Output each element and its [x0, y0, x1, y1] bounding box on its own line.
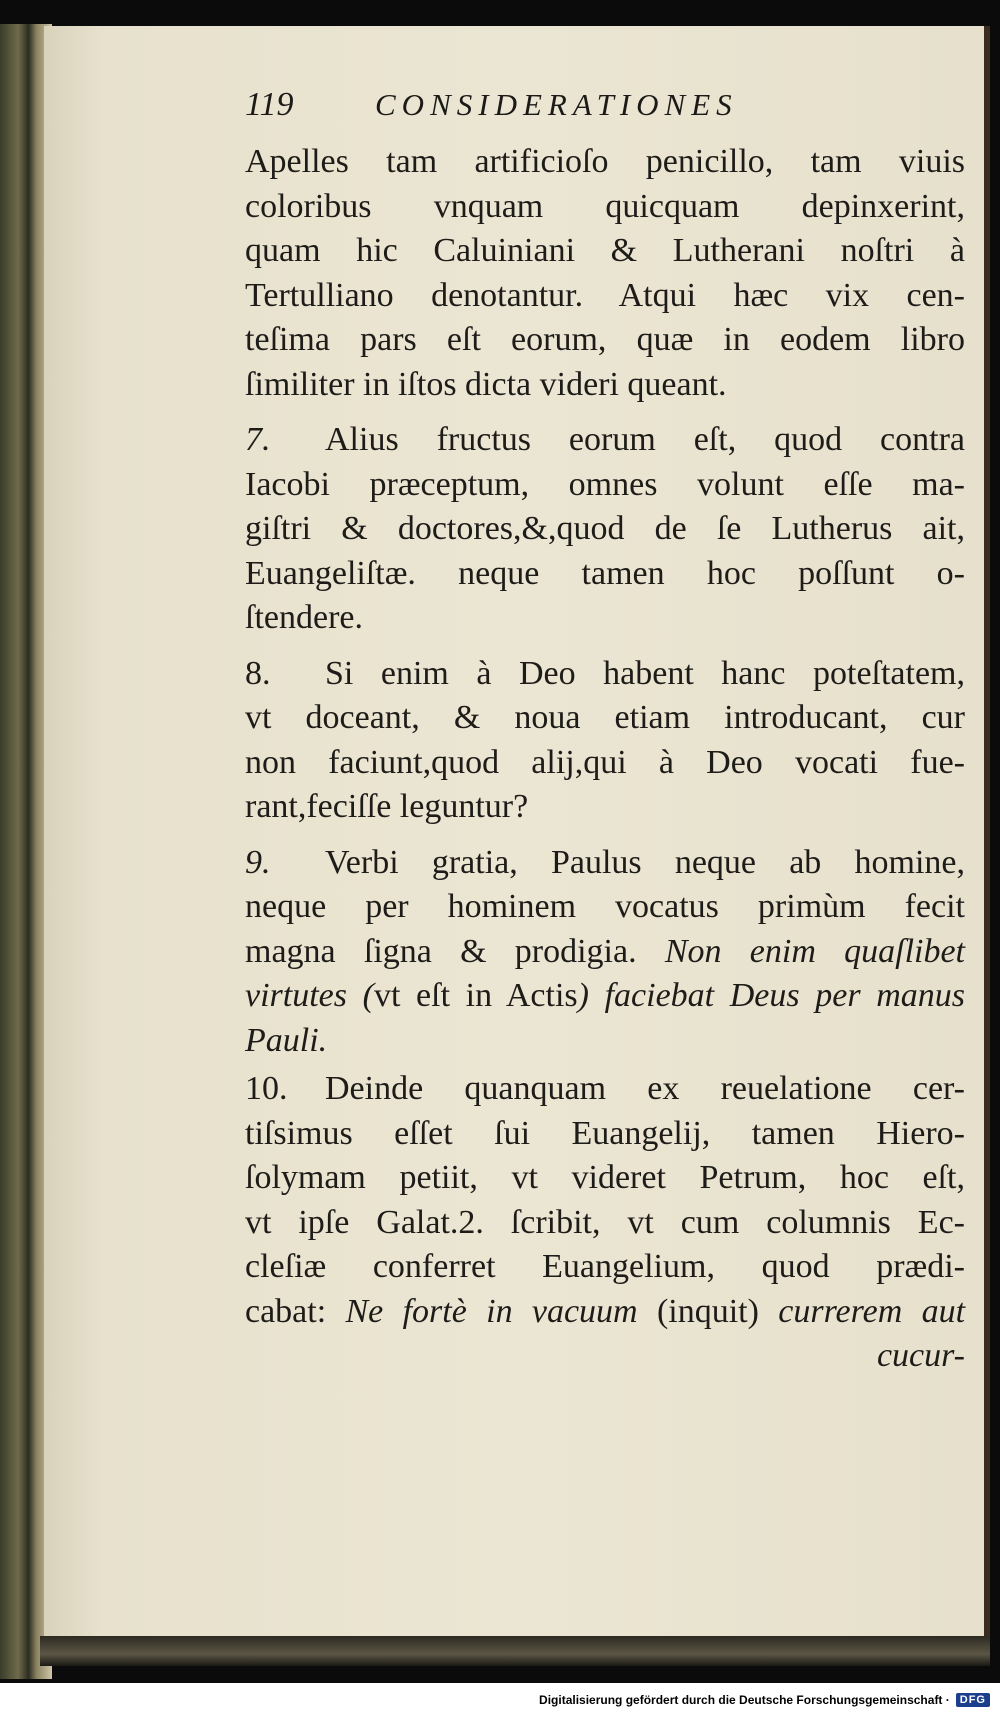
paragraph-number: 7.: [245, 421, 271, 458]
text-line: vt ipſe Galat.2. ſcribit, vt cum columnis Ec-: [245, 1203, 965, 1241]
dfg-logo-icon: DFG: [956, 1693, 990, 1707]
text-line: vt doceant, & noua etiam introducant, cur: [245, 699, 965, 736]
text-line: Pauli.: [245, 1021, 328, 1059]
digitization-credit: [0, 1685, 990, 1715]
text-line: 10. Deinde quanquam ex reuelatione cer-: [245, 1067, 965, 1112]
text-line: magna ſigna & prodigia. Non enim quaſlibet: [245, 932, 965, 970]
text-line: Euangeliſtæ. neque tamen hoc poſſunt o-: [245, 554, 965, 592]
paragraph-number: 9.: [245, 843, 271, 881]
text-line: 9. Verbi gratia, Paulus neque ab homine,: [245, 841, 965, 886]
text-line: Iacobi præceptum, omnes volunt eſſe ma-: [245, 465, 965, 503]
text-line: cabat: Ne fortè in vacuum (inquit) currerem aut: [245, 1292, 966, 1330]
body-text: [245, 140, 965, 1379]
text-line: coloribus vnquam quicquam depinxerint,: [245, 187, 965, 225]
text-line: ſtendere.: [245, 599, 363, 636]
text-line: neque per hominem vocatus primùm fecit: [245, 888, 965, 925]
text-line: quam hic Caluiniani & Lutherani noſtri à: [245, 232, 965, 269]
text-line: 7. Alius fructus eorum eſt, quod contra: [245, 418, 965, 463]
text-line: rant,feciſſe leguntur?: [245, 788, 529, 825]
text-line: giſtri & doctores,&,quod de ſe Lutherus ait,: [245, 510, 965, 547]
text-line: ſimiliter in iſtos dicta videri queant.: [245, 365, 727, 403]
text-line: ſolymam petiit, vt videret Petrum, hoc eſt,: [245, 1159, 965, 1196]
page-bottom-edge: [40, 1636, 990, 1666]
paragraph-continuation: [245, 140, 965, 407]
running-head: [245, 86, 845, 136]
catchword: cucur-: [876, 1337, 965, 1374]
italic-text: Non enim quaſlibet: [664, 932, 965, 970]
paragraph-7: [245, 418, 965, 641]
text-line: non faciunt,quod alij,qui à Deo vocati fue-: [245, 743, 965, 781]
text-line: Apelles tam artificioſo penicillo, tam viuis: [245, 143, 965, 180]
running-title: CONSIDERATIONES: [375, 87, 738, 122]
text-line: 8. Si enim à Deo habent hanc poteſtatem,: [245, 652, 965, 697]
paragraph-9: [245, 841, 965, 1064]
text-line: cleſiæ conferret Euangelium, quod prædi-: [245, 1248, 965, 1285]
paragraph-8: [245, 652, 965, 830]
text-line: tiſsimus eſſet ſui Euangelij, tamen Hiero-: [245, 1114, 965, 1152]
credit-text: Digitalisierung gefördert durch die Deutsche Forschungsgemeinschaft ·: [539, 1693, 950, 1707]
paragraph-10: [245, 1067, 965, 1334]
text-line: virtutes (vt eſt in Actis) faciebat Deus per manus: [245, 977, 966, 1014]
page-number: 119: [245, 86, 294, 123]
text-line: teſima pars eſt eorum, quæ in eodem libro: [245, 321, 965, 358]
paragraph-number: 8.: [245, 654, 271, 692]
paragraph-number: 10.: [245, 1070, 288, 1107]
text-line: Tertulliano denotantur. Atqui hæc vix cen-: [245, 276, 965, 314]
